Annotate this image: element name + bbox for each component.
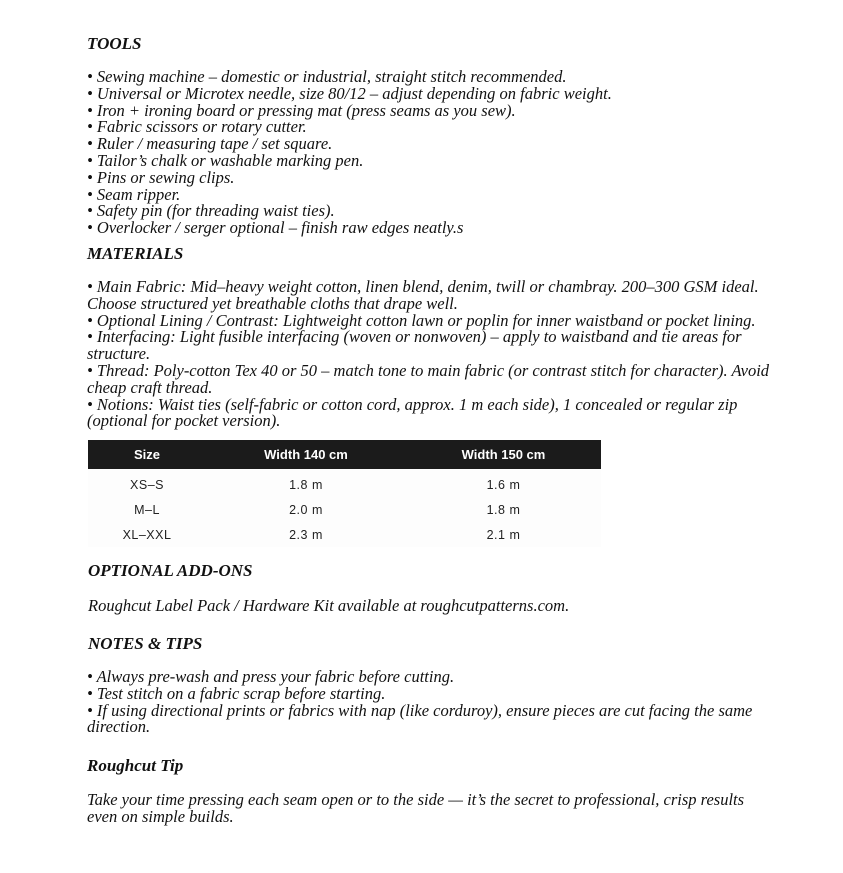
list-item: • Safety pin (for threading waist ties). — [87, 201, 335, 221]
table-row — [88, 522, 601, 547]
table-cell: 1.6 m — [486, 477, 521, 492]
list-item: • Sewing machine – domestic or industrial, straight stitch recommended. — [87, 67, 567, 86]
table-cell: 2.3 m — [289, 527, 323, 542]
tools-list — [87, 69, 777, 237]
column-header: Width 150 cm — [461, 447, 546, 462]
column-header: Size — [133, 447, 160, 462]
list-item: • Optional Lining / Contrast: Lightweight cotton lawn or poplin for inner waistband or pocket lining. — [87, 310, 756, 330]
table-row — [88, 469, 601, 497]
table-row — [88, 497, 601, 522]
list-item: • Universal or Microtex needle, size 80/12 – adjust depending on fabric weight. — [87, 83, 612, 103]
tools-heading: TOOLS — [87, 34, 142, 53]
column-header: Width 140 cm — [264, 447, 348, 462]
table-cell: XL–XXL — [122, 527, 172, 542]
list-item: • If using directional prints or fabrics with nap (like corduroy), ensure pieces are cut facing the same direction. — [87, 700, 753, 737]
table-cell: 2.1 m — [486, 527, 521, 542]
table-cell: 1.8 m — [289, 477, 323, 492]
tip-text: Take your time pressing each seam open or to the side — it’s the secret to professional, crisp results even on simple builds. — [87, 790, 745, 826]
yardage-table — [88, 440, 601, 547]
list-item: • Interfacing: Light fusible interfacing (woven or nonwoven) – apply to waistband and tie areas for structure. — [87, 327, 742, 364]
materials-heading: MATERIALS — [87, 244, 184, 263]
table-cell: M–L — [134, 502, 160, 517]
table-cell: XS–S — [130, 477, 164, 492]
list-item: • Pins or sewing clips. — [87, 167, 235, 187]
list-item: • Thread: Poly-cotton Tex 40 or 50 – match tone to main fabric (or contrast stitch for character). Avoid cheap craft thread. — [87, 360, 770, 397]
table-header-row — [88, 440, 601, 469]
list-item: • Fabric scissors or rotary cutter. — [87, 117, 307, 137]
list-item: • Ruler / measuring tape / set square. — [87, 134, 333, 154]
list-item: • Seam ripper. — [87, 184, 181, 204]
notes-list — [87, 669, 777, 736]
table-cell: 1.8 m — [486, 502, 521, 517]
addons-heading: OPTIONAL ADD-ONS — [88, 561, 253, 580]
list-item: • Iron + ironing board or pressing mat (press seams as you sew). — [87, 100, 516, 120]
list-item: • Overlocker / serger optional – finish raw edges neatly.s — [87, 218, 464, 238]
list-item: • Always pre-wash and press your fabric before cutting. — [87, 667, 455, 686]
notes-heading: NOTES & TIPS — [88, 634, 203, 653]
table-cell: 2.0 m — [289, 502, 323, 517]
tip-heading: Roughcut Tip — [87, 756, 184, 775]
list-item: • Main Fabric: Mid–heavy weight cotton, linen blend, denim, twill or chambray. 200–300 GSM ideal. Choose structured yet breathable cloths that drape well. — [87, 277, 759, 313]
list-item: • Notions: Waist ties (self-fabric or cotton cord, approx. 1 m each side), 1 concealed or regular zip (optional for pocket version). — [87, 394, 738, 431]
addons-text: Roughcut Label Pack / Hardware Kit available at roughcutpatterns.com. — [88, 596, 570, 615]
list-item: • Tailor’s chalk or washable marking pen. — [87, 150, 364, 170]
materials-list — [87, 279, 777, 430]
list-item: • Test stitch on a fabric scrap before starting. — [87, 683, 386, 703]
